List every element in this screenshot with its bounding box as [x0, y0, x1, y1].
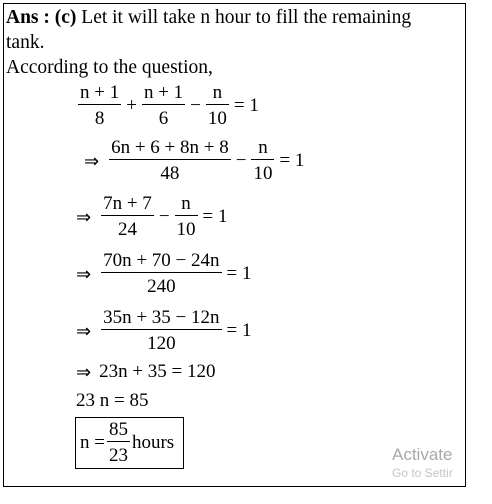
intro-text-1: Let it will take n hour to fill the remaining — [81, 7, 412, 28]
fraction-bar — [109, 159, 231, 160]
operator: − — [235, 150, 247, 171]
denominator: 240 — [147, 276, 176, 297]
implies-icon: ⇒ — [76, 320, 92, 342]
watermark-line-2: Go to Settir — [392, 466, 453, 480]
implies-icon: ⇒ — [76, 361, 92, 383]
numerator: 70n + 70 − 24n — [103, 250, 220, 271]
numerator: n — [258, 137, 268, 158]
equation-line-1 — [76, 82, 262, 130]
denominator: 8 — [94, 108, 105, 129]
equation-line-2 — [84, 137, 307, 185]
fraction — [142, 82, 185, 130]
fraction-bar — [251, 159, 274, 160]
numerator: 85 — [108, 419, 128, 440]
denominator: 48 — [160, 163, 180, 184]
denominator: 10 — [253, 163, 273, 184]
fraction-bar — [101, 329, 221, 330]
operator: − — [158, 206, 170, 227]
implies-icon: ⇒ — [76, 206, 92, 228]
equation-line-6 — [76, 361, 216, 383]
fraction-bar — [206, 104, 229, 105]
numerator: n — [181, 193, 191, 214]
equals-one: = 1 — [279, 150, 305, 171]
fraction — [175, 193, 198, 241]
equals-one: = 1 — [202, 206, 228, 227]
numerator: 35n + 35 − 12n — [103, 307, 220, 328]
fraction — [101, 307, 221, 355]
answer-intro — [6, 6, 411, 30]
operator: + — [126, 95, 137, 116]
numerator: 7n + 7 — [103, 193, 152, 214]
equals-one: = 1 — [226, 320, 252, 341]
fraction — [109, 137, 231, 185]
numerator: 6n + 6 + 8n + 8 — [111, 137, 229, 158]
final-answer — [80, 419, 174, 467]
denominator: 10 — [176, 219, 196, 240]
final-lhs: n = — [80, 432, 105, 453]
fraction — [251, 137, 274, 185]
fraction — [206, 82, 229, 130]
implies-icon: ⇒ — [76, 263, 92, 285]
final-answer-box — [75, 417, 184, 469]
equals-one: = 1 — [233, 95, 259, 116]
denominator: 10 — [207, 108, 227, 129]
fraction-bar — [175, 215, 198, 216]
denominator: 120 — [147, 333, 176, 354]
denominator: 23 — [108, 445, 128, 466]
equation-text: 23 n = 85 — [76, 390, 149, 411]
equation-line-3 — [76, 193, 231, 241]
fraction-bar — [78, 104, 121, 105]
intro-text-3: According to the question, — [6, 57, 213, 78]
fraction — [107, 419, 130, 467]
watermark-line-1: Activate — [392, 445, 453, 464]
fraction — [101, 193, 154, 241]
operator: − — [190, 95, 201, 116]
numerator: n + 1 — [80, 82, 120, 103]
final-unit: hours — [131, 432, 175, 453]
equation-line-4 — [76, 250, 255, 298]
numerator: n + 1 — [143, 82, 184, 103]
equation-line-7 — [76, 390, 148, 412]
fraction-bar — [101, 272, 221, 273]
fraction — [78, 82, 121, 130]
activation-watermark — [392, 445, 453, 481]
fraction-bar — [142, 104, 185, 105]
implies-icon: ⇒ — [84, 150, 100, 172]
intro-text-2: tank. — [6, 32, 45, 53]
answer-label: Ans : (c) — [6, 7, 77, 28]
fraction — [101, 250, 221, 298]
numerator: n — [212, 82, 223, 103]
denominator: 24 — [117, 219, 137, 240]
denominator: 6 — [158, 108, 169, 129]
equals-one: = 1 — [226, 263, 252, 284]
equation-line-5 — [76, 307, 255, 355]
fraction-bar — [107, 441, 130, 442]
fraction-bar — [101, 215, 154, 216]
equation-text: 23n + 35 = 120 — [99, 361, 216, 382]
